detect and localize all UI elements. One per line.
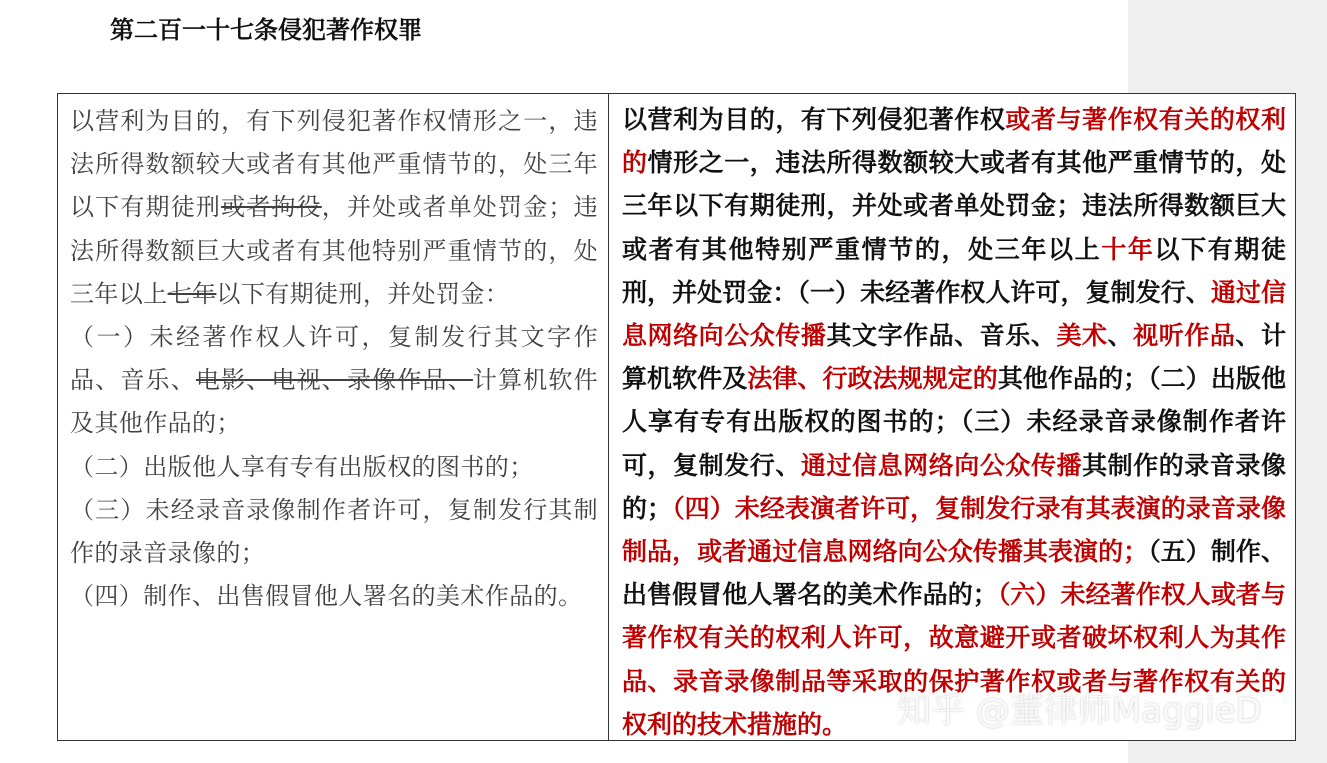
text-segment: ，并处或者单处罚金；违法所得数额巨大或者有其他特别严重情节的，处三年以上 (70, 193, 598, 308)
amended-text-segment: 法律、行政法规规定的 (747, 364, 998, 394)
text-segment: 以营利为目的，有下列侵犯著作权情形之一，违法所得数额较大或者有其他严重情节的，处三年以下有期徒刑 (70, 107, 598, 222)
amended-text-segment: （四）未经表演者许可，复制发行录有其表演的录音录像制品，或者通过信息网络向公众传播其表演的； (622, 493, 1286, 567)
text-segment: 、计算机软件及 (622, 321, 1286, 394)
text-segment: 其文字作品、音乐、 (826, 321, 1057, 351)
deleted-text-segment: 电影、电视、录像作品、 (195, 366, 473, 395)
text-segment: 情形之一，违法所得数额较大或者有其他严重情节的，处三年以下有期徒刑，并处或者单处罚金；违法所得数额巨大或者有其他特别严重情节的，处三年以上 (622, 148, 1286, 264)
amended-text-segment: 十年 (1101, 234, 1155, 264)
amended-text-segment: 美术 (1056, 321, 1108, 351)
text-segment: 以下有期徒刑，并处罚金：（一）未经著作权人许可，复制发行、 (622, 234, 1286, 307)
zhihu-watermark: 知乎 @董律师MaggieD (897, 691, 1262, 731)
text-segment: （五）制作、出售假冒他人署名的美术作品的； (622, 537, 1286, 610)
amended-text-segment: （六）未经著作权人或者与著作权有关的权利人许可，故意避开或者破坏权利人为其作品、录音录像制品等采取的保护著作权或者与著作权有关的权利的技术措施的。 (622, 580, 1286, 739)
text-segment: 、 (1107, 321, 1134, 351)
amended-text-segment: 视听作品 (1133, 321, 1236, 351)
old-article-text (70, 100, 598, 618)
deleted-text-segment: 或者拘役 (221, 193, 322, 222)
text-segment: （四）制作、出售假冒他人署名的美术作品的。 (70, 582, 583, 611)
text-segment: 计算机软件及其他作品的； (70, 366, 599, 438)
text-segment: （二）出版他人享有专有出版权的图书的； (70, 452, 534, 481)
text-segment: 以下有期徒刑，并处罚金： (216, 279, 510, 308)
amended-text-segment: 或者与著作权有关的权利的 (622, 105, 1286, 178)
text-segment: （三）未经录音录像制作者许可，复制发行其制作的录音录像的； (70, 495, 598, 568)
text-segment: 以营利为目的，有下列侵犯著作权 (622, 105, 1006, 134)
new-article-text (622, 98, 1286, 746)
comparison-table (57, 93, 1296, 741)
text-segment: 其制作的录音录像的； (622, 450, 1286, 523)
text-segment: （一）未经著作权人许可，复制发行其文字作品、音乐、 (70, 323, 598, 395)
page-title: 第二百一十七条侵犯著作权罪 (110, 16, 422, 44)
amended-text-segment: 通过信息网络向公众传播 (622, 277, 1286, 351)
text-segment: 其他作品的；（二）出版他人享有专有出版权的图书的；（三）未经录音录像制作者许可，复制发行、 (622, 364, 1286, 480)
deleted-text-segment: 七年 (167, 279, 217, 308)
amended-text-segment: 通过信息网络向公众传播 (800, 450, 1083, 480)
column-divider (608, 94, 609, 740)
